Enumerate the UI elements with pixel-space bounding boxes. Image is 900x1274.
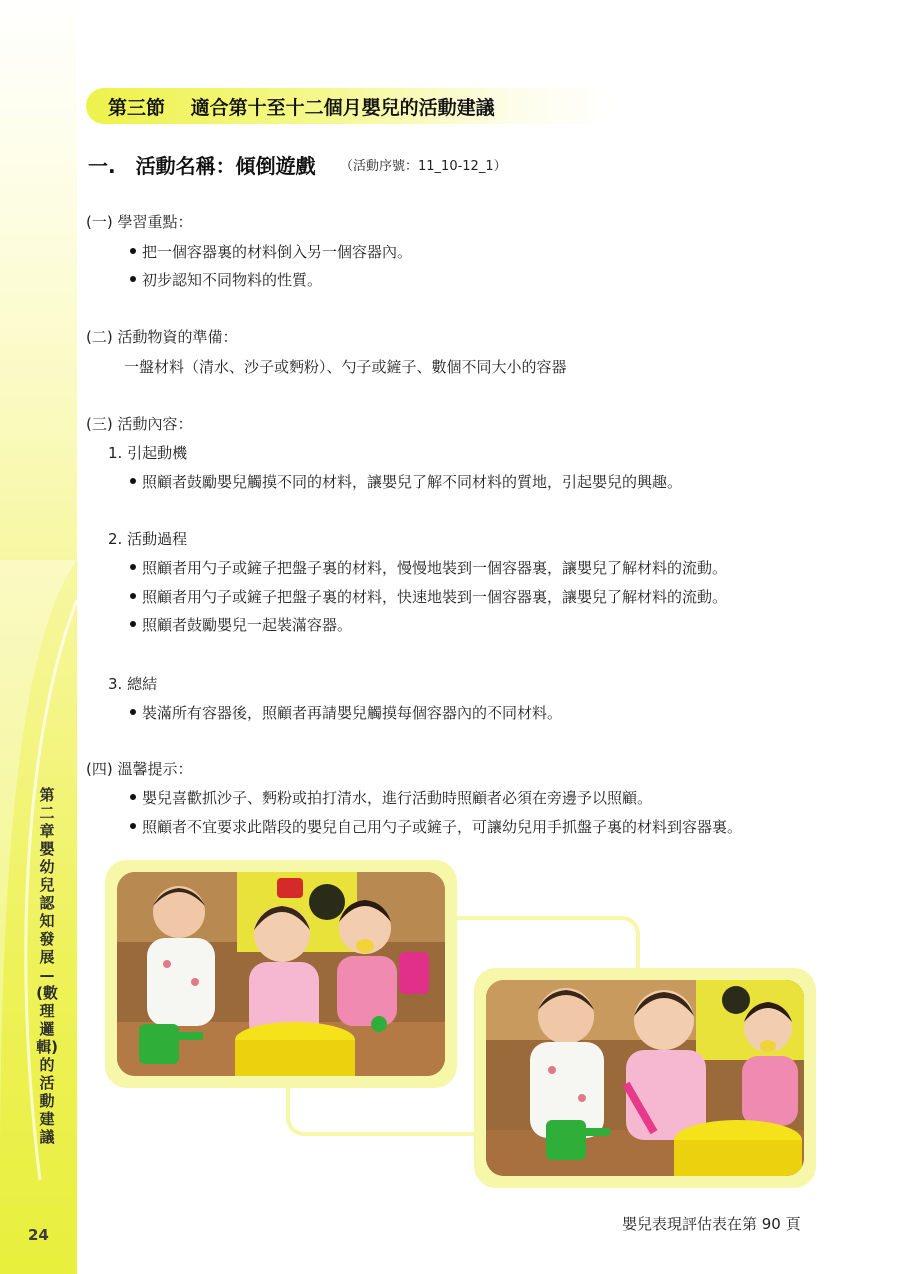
photo-connector-top (440, 916, 640, 976)
bullet-icon (130, 276, 136, 282)
learning-focus-item-text: 初步認知不同物料的性質。 (142, 271, 323, 289)
step-item (130, 586, 727, 607)
bullet-icon (130, 709, 136, 715)
step-item-text: 照顧者鼓勵嬰兒一起裝滿容器。 (142, 616, 353, 634)
chapter-sidebar (0, 0, 77, 1274)
children-playing-photo-1 (117, 872, 445, 1076)
activity-photo-1 (117, 872, 445, 1076)
step-item-text: 裝滿所有容器後，照顧者再請嬰兒觸摸每個容器內的不同材料。 (142, 704, 563, 722)
children-playing-photo-2 (486, 980, 804, 1176)
materials-text: 一盤材料（清水、沙子或麪粉）、勺子或鏟子、數個不同大小的容器 (124, 358, 567, 376)
step-item (130, 702, 562, 723)
step-item-text: 照顧者鼓勵嬰兒觸摸不同的材料，讓嬰兒了解不同材料的質地，引起嬰兒的興趣。 (142, 473, 683, 491)
bullet-icon (130, 823, 136, 829)
activity-title: 一. 活動名稱：傾倒遊戲 (88, 154, 316, 178)
chapter-title: 第二章 嬰幼兒認知發展—(數理邏輯)的活動建議 (36, 786, 70, 1146)
assessment-reference-note: 嬰兒表現評估表在第 90 頁 (622, 1215, 801, 1233)
tip-item (130, 787, 652, 808)
bullet-icon (130, 564, 136, 570)
step-item-text: 照顧者用勺子或鏟子把盤子裏的材料，快速地裝到一個容器裏，讓嬰兒了解材料的流動。 (142, 588, 728, 606)
section-title: 第三節 適合第十至十二個月嬰兒的活動建議 (108, 97, 495, 119)
bullet-icon (130, 248, 136, 254)
page-number: 24 (28, 1226, 49, 1244)
bullet-icon (130, 794, 136, 800)
tip-item-text: 照顧者不宜要求此階段的嬰兒自己用勺子或鏟子，可讓幼兒用手抓盤子裏的材料到容器裏。 (142, 818, 743, 836)
step-item-text: 照顧者用勺子或鏟子把盤子裏的材料，慢慢地裝到一個容器裏，讓嬰兒了解材料的流動。 (142, 559, 728, 577)
learning-focus-item-text: 把一個容器裏的材料倒入另一個容器內。 (142, 243, 413, 261)
tips-heading: (四) 溫馨提示： (86, 760, 193, 778)
photo-connector-bottom (286, 1084, 490, 1136)
step-item (130, 471, 682, 492)
step-item (130, 557, 727, 578)
tip-item-text: 嬰兒喜歡抓沙子、麪粉或拍打清水，進行活動時照顧者必須在旁邊予以照顧。 (142, 789, 653, 807)
bullet-icon (130, 621, 136, 627)
learning-focus-heading: (一) 學習重點： (86, 213, 193, 231)
activity-photo-2 (486, 980, 804, 1176)
step-item (130, 614, 352, 635)
learning-focus-item (130, 269, 322, 290)
activity-code: （活動序號：11_10-12_1） (340, 159, 507, 174)
materials-heading: (二) 活動物資的準備： (86, 328, 238, 346)
content-heading: (三) 活動內容： (86, 415, 193, 433)
step-title: 2. 活動過程 (108, 530, 188, 548)
tip-item (130, 816, 742, 837)
learning-focus-item (130, 241, 412, 262)
bullet-icon (130, 593, 136, 599)
step-title: 1. 引起動機 (108, 444, 188, 462)
bullet-icon (130, 478, 136, 484)
step-title: 3. 總結 (108, 675, 158, 693)
